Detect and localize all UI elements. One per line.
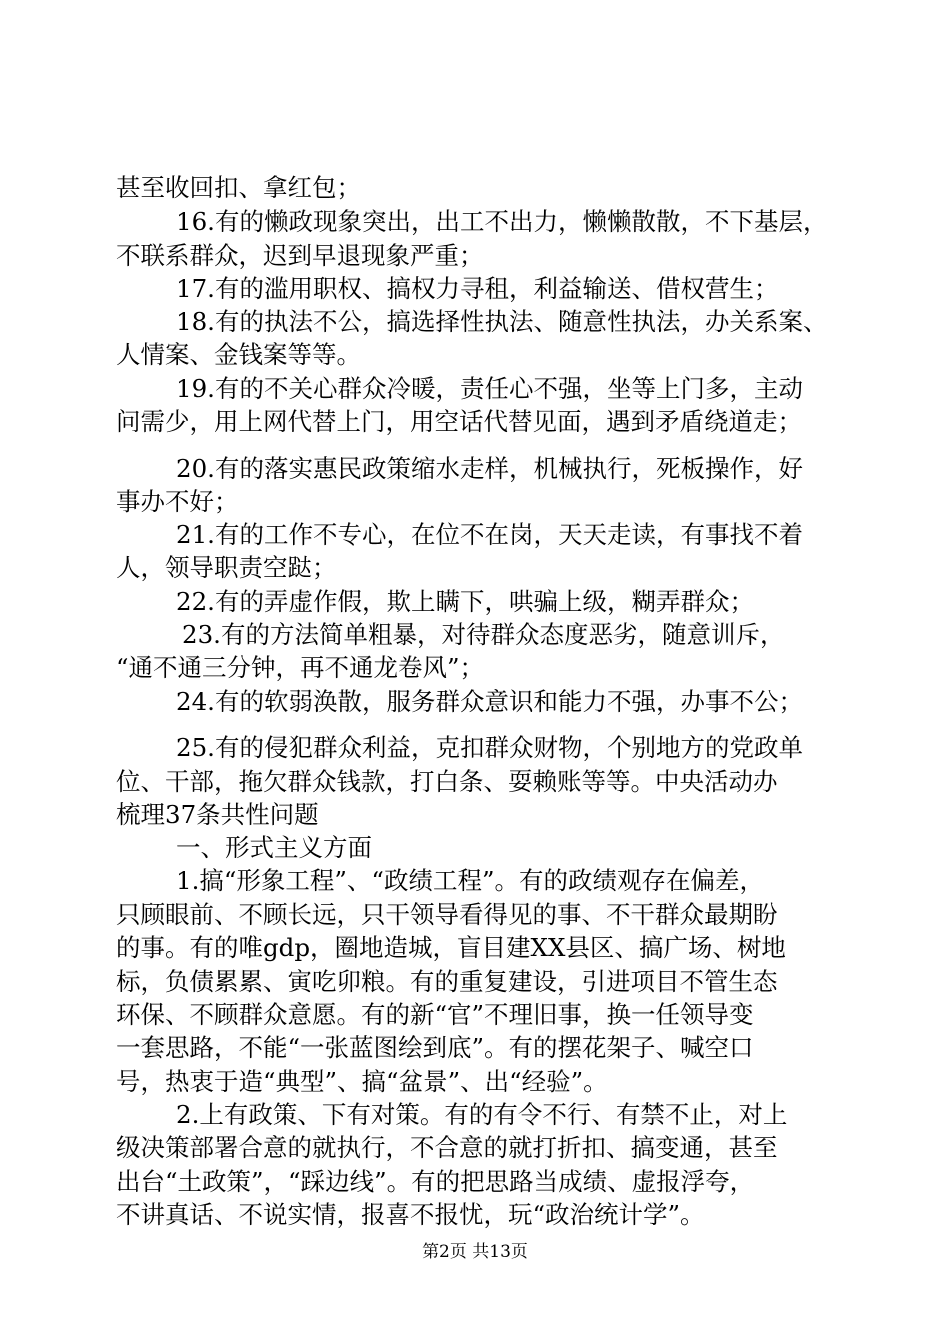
text-line: 一套思路，不能“一张蓝图绘到底”。有的摆花架子、喊空口	[116, 1033, 754, 1062]
text-line: 18.有的执法不公，搞选择性执法、随意性执法，办关系案、	[176, 307, 828, 336]
text-line: 19.有的不关心群众冷暖，责任心不强，坐等上门多，主动	[176, 374, 803, 403]
text-line: 17.有的滥用职权、搞权力寻租，利益输送、借权营生；	[176, 274, 779, 303]
text-line: 问需少，用上网代替上门，用空话代替见面，遇到矛盾绕道走；	[116, 407, 802, 436]
text-line: 甚至收回扣、拿红包；	[116, 173, 361, 202]
text-line: 不讲真话、不说实情，报喜不报忧，玩“政治统计学”。	[116, 1200, 705, 1229]
text-line: “通不通三分钟，再不通龙卷风”；	[116, 653, 485, 682]
text-line: 24.有的软弱涣散，服务群众意识和能力不强，办事不公；	[176, 687, 803, 716]
text-line: 号，热衷于造“典型”、搞“盆景”、出“经验”。	[116, 1067, 608, 1096]
text-line: 1.搞“形象工程”、“政绩工程”。有的政绩观存在偏差，	[176, 866, 764, 895]
text-line: 16.有的懒政现象突出，出工不出力，懒懒散散，不下基层，	[176, 207, 828, 236]
text-line: 不联系群众，迟到早退现象严重；	[116, 241, 484, 270]
text-line: 21.有的工作不专心，在位不在岗，天天走读，有事找不着	[176, 520, 803, 549]
section-heading: 一、形式主义方面	[176, 833, 372, 862]
text-line: 23.有的方法简单粗暴，对待群众态度恶劣，随意训斥，	[182, 620, 785, 649]
text-line: 22.有的弄虚作假，欺上瞒下，哄骗上级，糊弄群众；	[176, 587, 754, 616]
text-line: 级决策部署合意的就执行，不合意的就打折扣、搞变通，甚至	[116, 1133, 778, 1162]
page-footer: 第2页 共13页	[422, 1242, 528, 1262]
text-line: 位、干部，拖欠群众钱款，打白条、耍赖账等等。中央活动办	[116, 767, 778, 796]
text-line: 环保、不顾群众意愿。有的新“官”不理旧事，换一任领导变	[116, 1000, 754, 1029]
text-line: 的事。有的唯gdp，圈地造城，盲目建XX县区、搞广场、树地	[116, 933, 786, 962]
text-line: 出台“土政策”，“踩边线”。有的把思路当成绩、虚报浮夸，	[116, 1167, 755, 1196]
text-line: 2.上有政策、下有对策。有的有令不行、有禁不止，对上	[176, 1100, 788, 1129]
text-line: 标，负债累累、寅吃卯粮。有的重复建设，引进项目不管生态	[116, 967, 778, 996]
text-line: 25.有的侵犯群众利益，克扣群众财物，个别地方的党政单	[176, 733, 803, 762]
text-line: 20.有的落实惠民政策缩水走样，机械执行，死板操作，好	[176, 454, 803, 483]
text-line: 人，领导职责空跶；	[116, 553, 337, 582]
text-line: 梳理37条共性问题	[116, 800, 319, 829]
text-line: 事办不好；	[116, 487, 239, 516]
text-line: 只顾眼前、不顾长远，只干领导看得见的事、不干群众最期盼	[116, 900, 778, 929]
text-line: 人情案、金钱案等等。	[116, 340, 361, 369]
